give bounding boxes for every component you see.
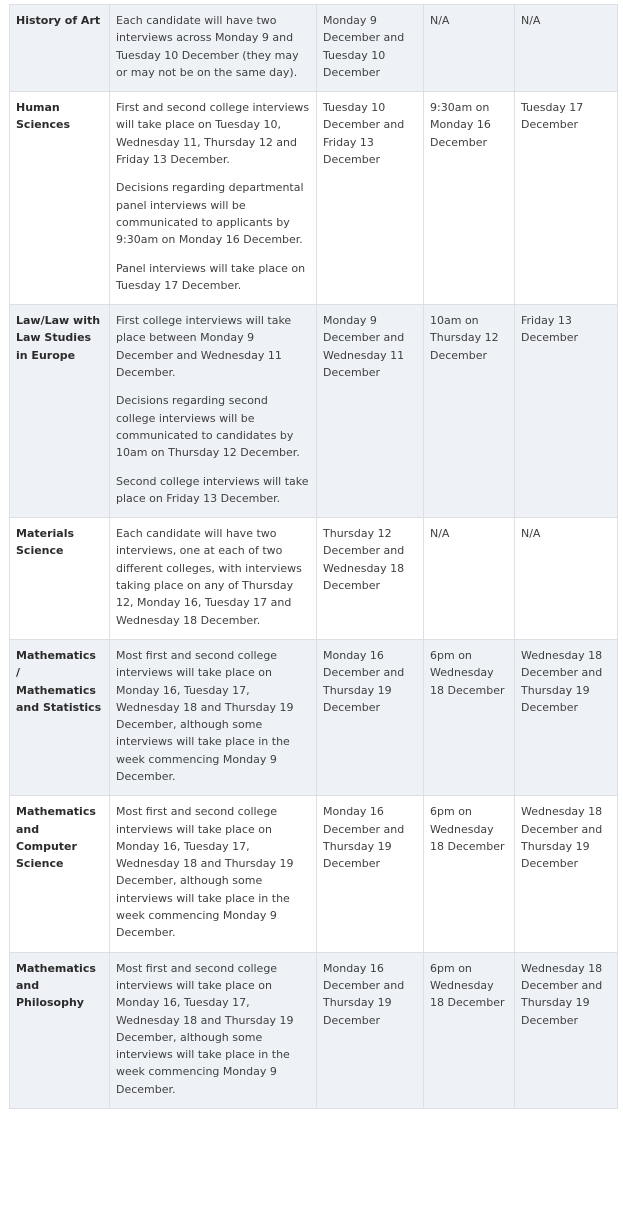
interview-dates-cell: Monday 9 December and Tuesday 10 December [317,5,424,92]
table-row [10,796,618,952]
table-row [10,639,618,795]
decision-time-cell: 9:30am on Monday 16 December [424,92,515,305]
decision-time-cell: N/A [424,5,515,92]
decision-time-cell: 6pm on Wednesday 18 December [424,639,515,795]
subject-cell: History of Art [10,5,110,92]
subject-cell: Human Sciences [10,92,110,305]
second-interview-dates-cell: Wednesday 18 December and Thursday 19 December [515,639,618,795]
subject-cell: Materials Science [10,518,110,640]
subject-cell: Mathematics and Philosophy [10,952,110,1108]
details-paragraph: Decisions regarding second college interviews will be communicated to candidates by 10am on Thursday 12 December. [116,394,300,460]
interview-dates-cell: Tuesday 10 December and Friday 13 December [317,92,424,305]
details-cell [110,518,317,640]
subject-cell: Mathematics / Mathematics and Statistics [10,639,110,795]
decision-time-cell: 10am on Thursday 12 December [424,305,515,518]
details-paragraph: Each candidate will have two interviews, one at each of two different colleges, with interviews taking place on any of Thursday 12, Monday 16, Tuesday 17 and Wednesday 18 December. [116,527,302,627]
table-row [10,952,618,1108]
interview-dates-cell: Thursday 12 December and Wednesday 18 December [317,518,424,640]
subject-cell: Mathematics and Computer Science [10,796,110,952]
details-cell [110,796,317,952]
interview-dates-cell: Monday 16 December and Thursday 19 December [317,639,424,795]
details-paragraph: Most first and second college interviews will take place on Monday 16, Tuesday 17, Wednesday 18 and Thursday 19 December, although some interviews will take place in the week commencing Monday 9 December. [116,648,294,783]
second-interview-dates-cell: Friday 13 December [515,305,618,518]
decision-time-cell: 6pm on Wednesday 18 December [424,952,515,1108]
details-paragraph: First and second college interviews will take place on Tuesday 10, Wednesday 11, Thursday 12 and Friday 13 December. [116,101,310,167]
details-paragraph: Each candidate will have two interviews across Monday 9 and Tuesday 10 December (they may or may not be on the same day). [116,14,299,79]
second-interview-dates-cell: N/A [515,5,618,92]
interview-dates-cell: Monday 9 December and Wednesday 11 December [317,305,424,518]
details-cell [110,952,317,1108]
table-row [10,5,618,92]
second-interview-dates-cell: Tuesday 17 December [515,92,618,305]
second-interview-dates-cell: N/A [515,518,618,640]
interview-schedule-table [9,4,618,1109]
details-paragraph: Second college interviews will take place on Friday 13 December. [116,474,309,505]
second-interview-dates-cell: Wednesday 18 December and Thursday 19 December [515,952,618,1108]
details-paragraph: Most first and second college interviews will take place on Monday 16, Tuesday 17, Wednesday 18 and Thursday 19 December, although some interviews will take place in the week commencing Monday 9 December. [116,805,294,940]
details-paragraph: Panel interviews will take place on Tuesday 17 December. [116,261,306,292]
details-cell [110,305,317,518]
table-row [10,518,618,640]
table-row [10,92,618,305]
details-cell [110,5,317,92]
details-cell [110,639,317,795]
interview-dates-cell: Monday 16 December and Thursday 19 December [317,796,424,952]
decision-time-cell: 6pm on Wednesday 18 December [424,796,515,952]
details-paragraph: Most first and second college interviews will take place on Monday 16, Tuesday 17, Wednesday 18 and Thursday 19 December, although some interviews will take place in the week commencing Monday 9 December. [116,961,294,1096]
details-cell [110,92,317,305]
decision-time-cell: N/A [424,518,515,640]
subject-cell: Law/Law with Law Studies in Europe [10,305,110,518]
details-paragraph: Decisions regarding departmental panel interviews will be communicated to applicants by 9:30am on Monday 16 December. [116,181,304,247]
second-interview-dates-cell: Wednesday 18 December and Thursday 19 December [515,796,618,952]
details-paragraph: First college interviews will take place between Monday 9 December and Wednesday 11 December. [116,314,292,380]
interview-dates-cell: Monday 16 December and Thursday 19 December [317,952,424,1108]
table-row [10,305,618,518]
